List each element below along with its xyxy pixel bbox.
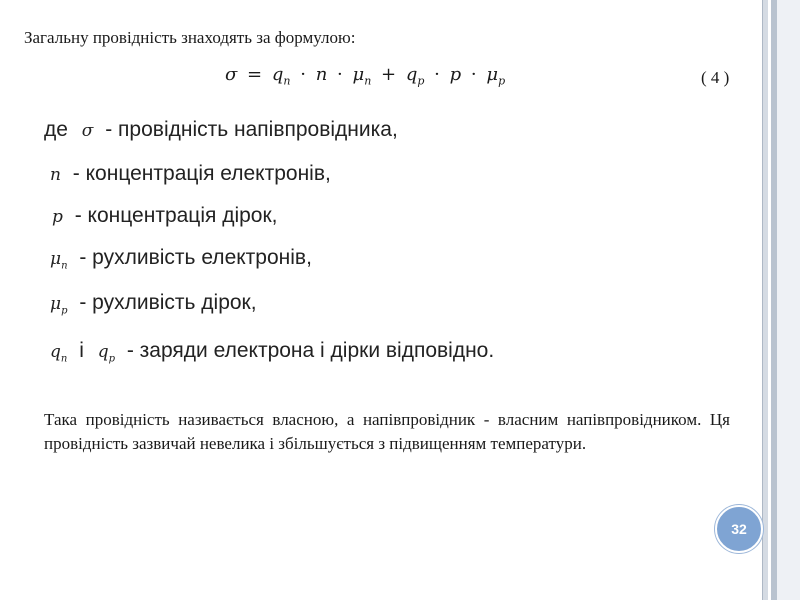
- symbol-mup: $\mu_p$: [50, 294, 68, 317]
- right-border-outer: [777, 0, 800, 600]
- symbol-p: p: [52, 207, 63, 227]
- formula-dot: ·: [300, 64, 306, 85]
- definition-mun-text: - рухливість електронів,: [79, 246, 312, 269]
- symbol-mun: $\mu_n$: [50, 249, 68, 272]
- equation-number: ( 4 ): [701, 68, 730, 87]
- definition-p: [52, 204, 278, 228]
- definition-n: [50, 162, 331, 186]
- right-border-line: [762, 0, 763, 600]
- body-paragraph: Така провідність називається власною, а напівпровідник - власним напівпровідником. Ця провідність зазвичай невелика і збільшується з підвищенням температури.: [44, 410, 730, 453]
- formula-p: p: [449, 64, 462, 85]
- conductivity-formula: [225, 64, 505, 88]
- symbol-qp: $q_p$: [97, 342, 115, 365]
- formula-mup: $\mu_p$: [486, 64, 506, 88]
- definition-sigma-text: - провідність напівпровідника,: [105, 118, 398, 141]
- formula-qp: $q_p$: [405, 64, 425, 88]
- formula-n: n: [315, 64, 328, 85]
- definition-de: де: [44, 118, 68, 141]
- page-number: 32: [731, 521, 747, 537]
- symbol-sigma: σ: [81, 121, 94, 141]
- definition-mup-text: - рухливість дірок,: [79, 291, 257, 314]
- intro-text: Загальну провідність знаходять за формулою:: [24, 28, 356, 47]
- formula-qn: $q_n$: [271, 64, 291, 88]
- formula-equals: =: [247, 64, 263, 85]
- symbol-qn: $q_n$: [50, 342, 68, 365]
- definition-p-text: - концентрація дірок,: [74, 204, 278, 227]
- symbol-n: n: [50, 165, 61, 185]
- definition-charges: [50, 339, 494, 364]
- definition-mup: [50, 291, 257, 316]
- formula-sigma: σ: [225, 64, 238, 85]
- formula-dot: ·: [337, 64, 343, 85]
- formula-dot: ·: [470, 64, 477, 85]
- definition-charges-text: - заряди електрона і дірки відповідно.: [126, 339, 495, 362]
- definition-n-text: - концентрація електронів,: [72, 162, 331, 185]
- formula-dot: ·: [434, 64, 440, 85]
- definition-mun: [50, 246, 312, 271]
- page-number-badge: [715, 505, 763, 553]
- formula-plus: +: [381, 64, 397, 85]
- definition-and: і: [79, 339, 84, 362]
- definition-sigma: [44, 118, 398, 142]
- formula-mun: $\mu_n$: [352, 64, 372, 88]
